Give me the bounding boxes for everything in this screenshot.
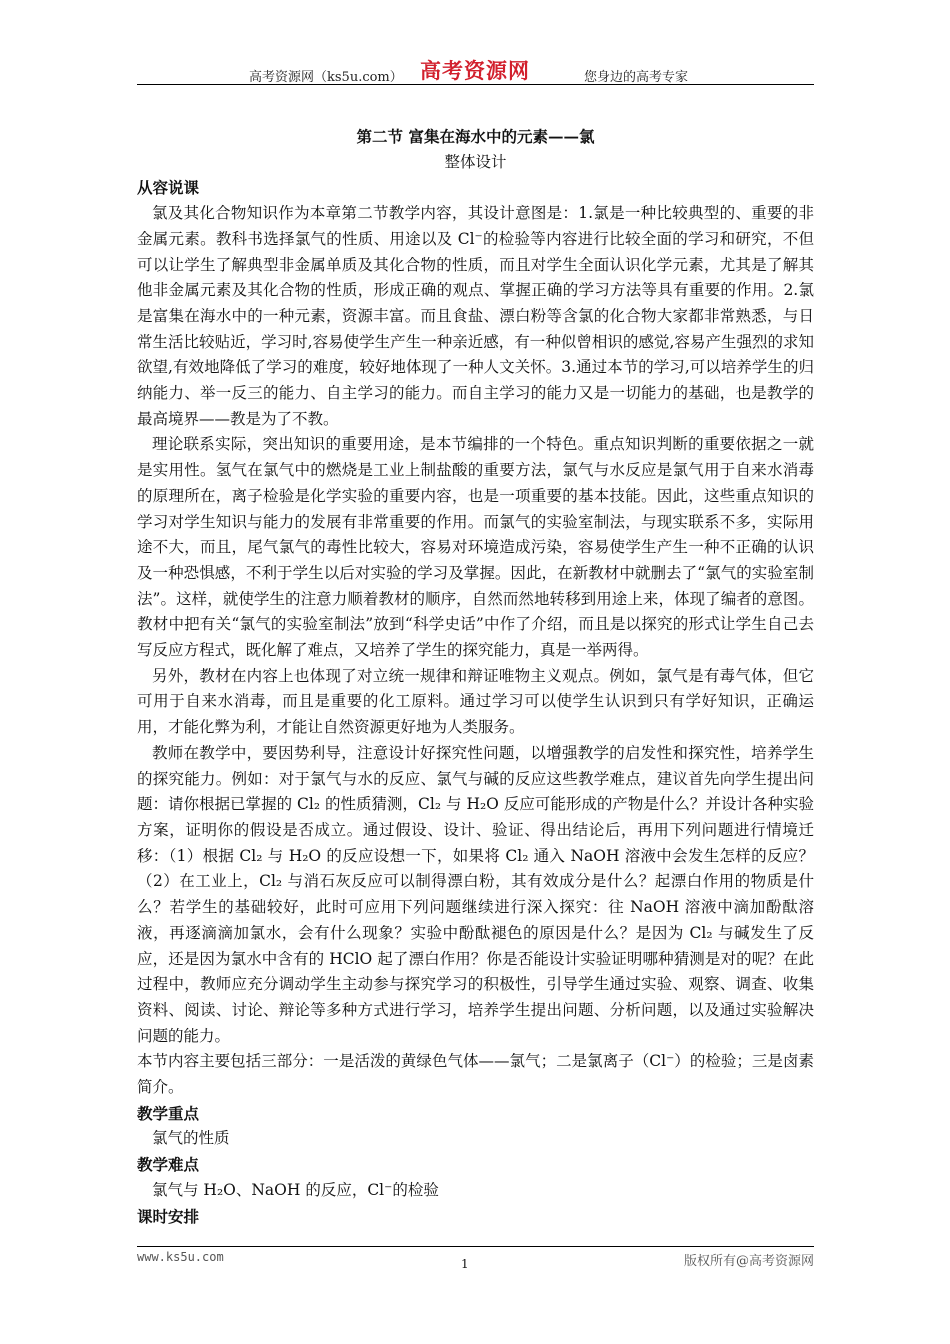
footer-copyright: 版权所有@高考资源网 [683,1254,814,1269]
footer-url[interactable]: www.ks5u.com [137,1250,224,1264]
paragraph-1: 氯及其化合物知识作为本章第二节教学内容，其设计意图是：1.氯是一种比较典型的、重要的非金属元素。教科书选择氯气的性质、用途以及 Cl⁻的检验等内容进行比较全面的学习和研究，不但可以让学生了解典型非金属单质及其化合物的性质，而且对学生全面认识化学元素，尤其是了解其他非金属元素及其化合物的性质，形成正确的观点、掌握正确的学习方法等具有重要的作用。2.氯是富集在海水中的一种元素，资源丰富。而且食盐、漂白粉等含氯的化合物大家都非常熟悉，与日常生活比较贴近，学习时,容易使学生产生一种亲近感，有一种似曾相识的感觉,容易产生强烈的求知欲望,有效地降低了学习的难度，较好地体现了一种人文关怀。3.通过本节的学习,可以培养学生的归纳能力、举一反三的能力、自主学习的能力。而自主学习的能力又是一切能力的基础，也是教学的最高境界——教是为了不教。 [137,204,814,428]
heading-intro: 从容说课 [137,178,200,198]
page-header [137,58,814,85]
key-points-text: 氯气的性质 [152,1129,230,1148]
paragraph-5: 本节内容主要包括三部分：一是活泼的黄绿色气体——氯气；二是氯离子（Cl⁻）的检验；三是卤素简介。 [137,1052,814,1097]
paragraph-2: 理论联系实际，突出知识的重要用途，是本节编排的一个特色。重点知识判断的重要依据之一就是实用性。氢气在氯气中的燃烧是工业上制盐酸的重要方法，氯气与水反应是氯气用于自来水消毒的原理所在，离子检验是化学实验的重要内容，也是一项重要的基本技能。因此，这些重点知识的学习对学生知识与能力的发展有非常重要的作用。而氯气的实验室制法，与现实联系不多，实际用途不大，而且，尾气氯气的毒性比较大，容易对环境造成污染，容易使学生产生一种不正确的认识及一种恐惧感，不利于学生以后对实验的学习及掌握。因此，在新教材中就删去了“氯气的实验室制法”。这样，就使学生的注意力顺着教材的顺序，自然而然地转移到用途上来，体现了编者的意图。教材中把有关“氯气的实验室制法”放到“科学史话”中作了介绍，而且是以探究的形式让学生自己去写反应方程式，既化解了难点，又培养了学生的探究能力，真是一举两得。 [137,435,814,660]
document-body [137,124,814,1229]
header-logo: 高考资源网 [420,58,530,83]
page-footer [137,1246,814,1277]
header-slogan: 您身边的高考专家 [584,70,689,85]
section-subtitle: 整体设计 [444,152,507,171]
heading-key-points: 教学重点 [137,1103,200,1123]
paragraph-4: 教师在教学中，要因势利导，注意设计好探究性问题，以增强教学的启发性和探究性，培养学生的探究能力。例如：对于氯气与水的反应、氯气与碱的反应这些教学难点，建议首先向学生提出问题：请你根据已掌握的 Cl₂ 的性质猜测，Cl₂ 与 H₂O 反应可能形成的产物是什么？并设计各种实验方案，证明你的假设是否成立。通过假设、设计、验证、得出结论后，再用下列问题进行情境迁移：（1）根据 Cl₂ 与 H₂O 的反应设想一下，如果将 Cl₂ 通入 NaOH 溶液中会发生怎样的反应？（2）在工业上，Cl₂ 与消石灰反应可以制得漂白粉，其有效成分是什么？起漂白作用的物质是什么？若学生的基础较好，此时可应用下列问题继续进行深入探究：往 NaOH 溶液中滴加酚酞溶液，再逐滴滴加氯水，会有什么现象？实验中酚酞褪色的原因是什么？是因为 Cl₂ 与碱发生了反应，还是因为氯水中含有的 HClO 起了漂白作用？你是否能设计实验证明哪种猜测是对的呢？在此过程中，教师应充分调动学生主动参与探究学习的积极性，引导学生通过实验、观察、调查、收集资料、阅读、讨论、辩论等多种方式进行学习，培养学生提出问题、分析问题，以及通过实验解决问题的能力。 [137,743,814,1045]
section-title: 第二节 富集在海水中的元素——氯 [356,127,595,146]
difficulties-text: 氯气与 H₂O、NaOH 的反应，Cl⁻的检验 [152,1180,439,1199]
heading-schedule: 课时安排 [137,1206,200,1226]
header-site-name: 高考资源网（ks5u.com） [249,70,403,85]
page-number: 1 [461,1257,469,1271]
heading-difficulties: 教学难点 [137,1155,200,1175]
paragraph-3: 另外，教材在内容上也体现了对立统一规律和辩证唯物主义观点。例如，氯气是有毒气体，但它可用于自来水消毒，而且是重要的化工原料。通过学习可以使学生认识到只有学好知识，正确运用，才能化弊为利，才能让自然资源更好地为人类服务。 [137,666,814,737]
